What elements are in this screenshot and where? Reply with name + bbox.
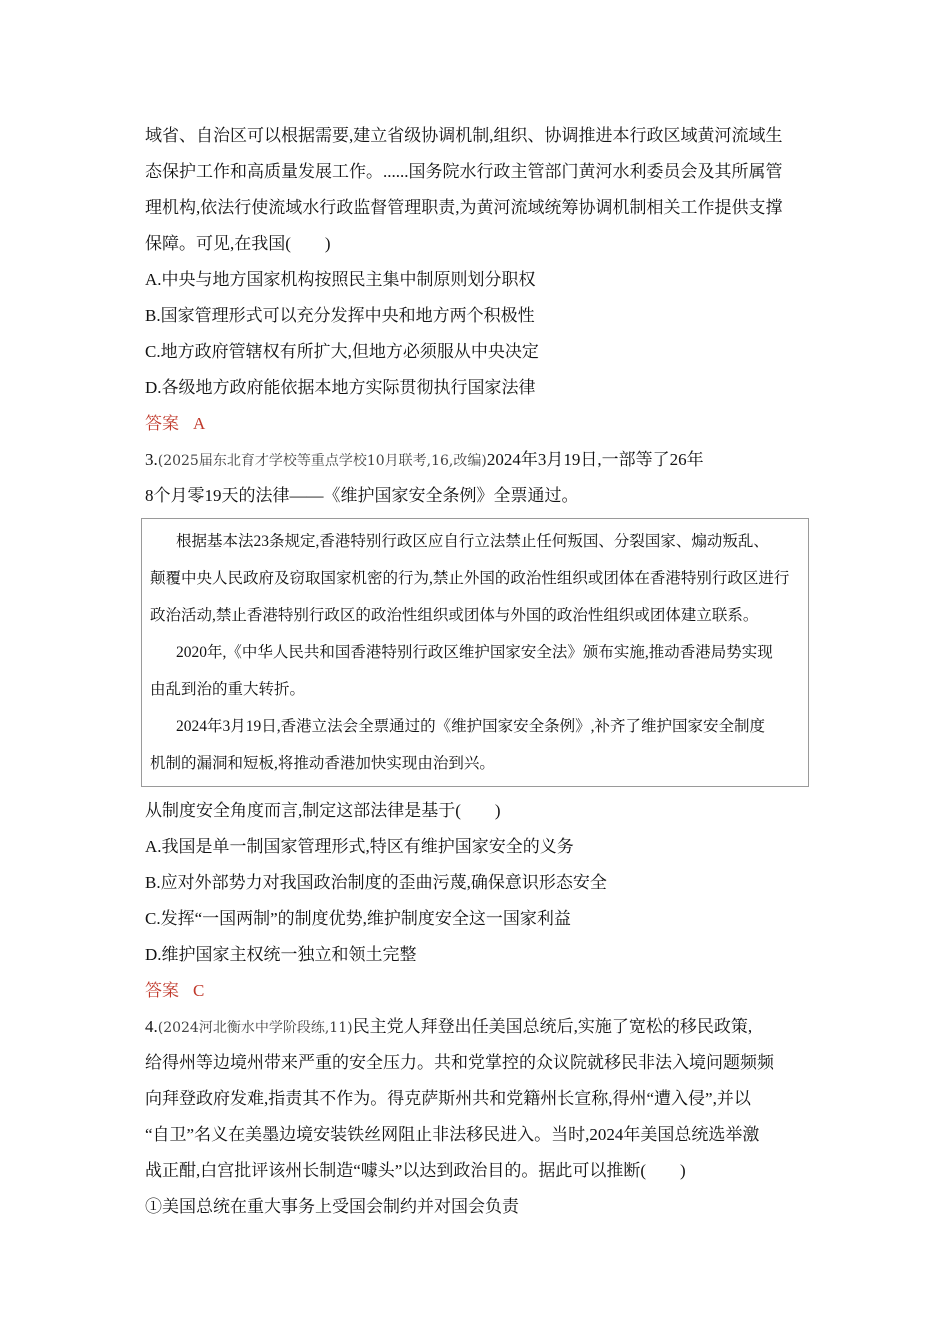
material-line: 2020年,《中华人民共和国香港特别行政区维护国家安全法》颁布实施,推动香港局势实现 <box>176 644 773 661</box>
answer-value: C <box>193 981 205 1000</box>
q3-material-box <box>141 518 809 787</box>
q3-stem-line <box>145 442 810 478</box>
q3-option-d: D.维护国家主权统一独立和领土完整 <box>145 945 417 964</box>
question-number: 3. <box>145 450 158 469</box>
q3-option-b: B.应对外部势力对我国政治制度的歪曲污蔑,确保意识形态安全 <box>145 873 607 892</box>
question-source: (2024河北衡水中学阶段练,11) <box>157 1020 353 1036</box>
q4-stem-line: 向拜登政府发难,指责其不作为。得克萨斯州共和党籍州长宣称,得州“遭入侵”,并以 <box>145 1089 751 1108</box>
q2-option-b: B.国家管理形式可以充分发挥中央和地方两个积极性 <box>145 306 535 325</box>
material-line: 2024年3月19日,香港立法会全票通过的《维护国家安全条例》,补齐了维护国家安全制度 <box>176 718 766 735</box>
answer-label: 答案 <box>145 981 179 1000</box>
q2-stem <box>145 118 810 262</box>
q4-stem-line: 战正酣,白宫批评该州长制造“噱头”以达到政治目的。据此可以推断( ) <box>145 1161 686 1180</box>
question-source: (2025届东北育才学校等重点学校10月联考,16,改编) <box>157 453 487 469</box>
material-line: 颠覆中央人民政府及窃取国家机密的行为,禁止外国的政治性组织或团体在香港特别行政区进行 <box>150 570 790 587</box>
q2-option-c: C.地方政府管辖权有所扩大,但地方必须服从中央决定 <box>145 342 539 361</box>
q2-option-a: A.中央与地方国家机构按照民主集中制原则划分职权 <box>145 270 536 289</box>
q4-stem-line: “自卫”名义在美墨边境安装铁丝网阻止非法移民进入。当时,2024年美国总统选举激 <box>145 1125 760 1144</box>
q3-option-c: C.发挥“一国两制”的制度优势,维护制度安全这一国家利益 <box>145 909 571 928</box>
q4-stem-text: 民主党人拜登出任美国总统后,实施了宽松的移民政策, <box>352 1017 753 1036</box>
q3-stem-text: 2024年3月19日,一部等了26年 <box>486 450 704 469</box>
q4-item-1: ①美国总统在重大事务上受国会制约并对国会负责 <box>145 1197 519 1216</box>
q3-answer <box>145 973 810 1009</box>
material-line: 根据基本法23条规定,香港特别行政区应自行立法禁止任何叛国、分裂国家、煽动叛乱、 <box>176 533 769 550</box>
q2-answer <box>145 406 810 442</box>
q3-stem-line: 8个月零19天的法律——《维护国家安全条例》全票通过。 <box>145 486 579 505</box>
answer-label: 答案 <box>145 414 179 433</box>
material-line: 机制的漏洞和短板,将推动香港加快实现由治到兴。 <box>150 755 495 772</box>
q4-stem-line <box>145 1009 810 1045</box>
q2-stem-line: 保障。可见,在我国( ) <box>145 234 331 253</box>
question-number: 4. <box>145 1017 158 1036</box>
document-page <box>145 118 810 1225</box>
q2-stem-line: 域省、自治区可以根据需要,建立省级协调机制,组织、协调推进本行政区域黄河流域生 <box>145 126 783 145</box>
q2-stem-line: 理机构,依法行使流域水行政监督管理职责,为黄河流域统筹协调机制相关工作提供支撑 <box>145 198 783 217</box>
material-line: 政治活动,禁止香港特别行政区的政治性组织或团体与外国的政治性组织或团体建立联系。 <box>150 607 759 624</box>
q2-option-d: D.各级地方政府能依据本地方实际贯彻执行国家法律 <box>145 378 536 397</box>
q3-option-a: A.我国是单一制国家管理形式,特区有维护国家安全的义务 <box>145 837 574 856</box>
q2-stem-line: 态保护工作和高质量发展工作。......国务院水行政主管部门黄河水利委员会及其所属管 <box>145 162 783 181</box>
q4-stem-line: 给得州等边境州带来严重的安全压力。共和党掌控的众议院就移民非法入境问题频频 <box>145 1053 774 1072</box>
q3-question: 从制度安全角度而言,制定这部法律是基于( ) <box>145 801 501 820</box>
q2-options <box>145 262 810 406</box>
material-line: 由乱到治的重大转折。 <box>150 681 306 698</box>
answer-value: A <box>193 414 206 433</box>
q3-options <box>145 829 810 973</box>
